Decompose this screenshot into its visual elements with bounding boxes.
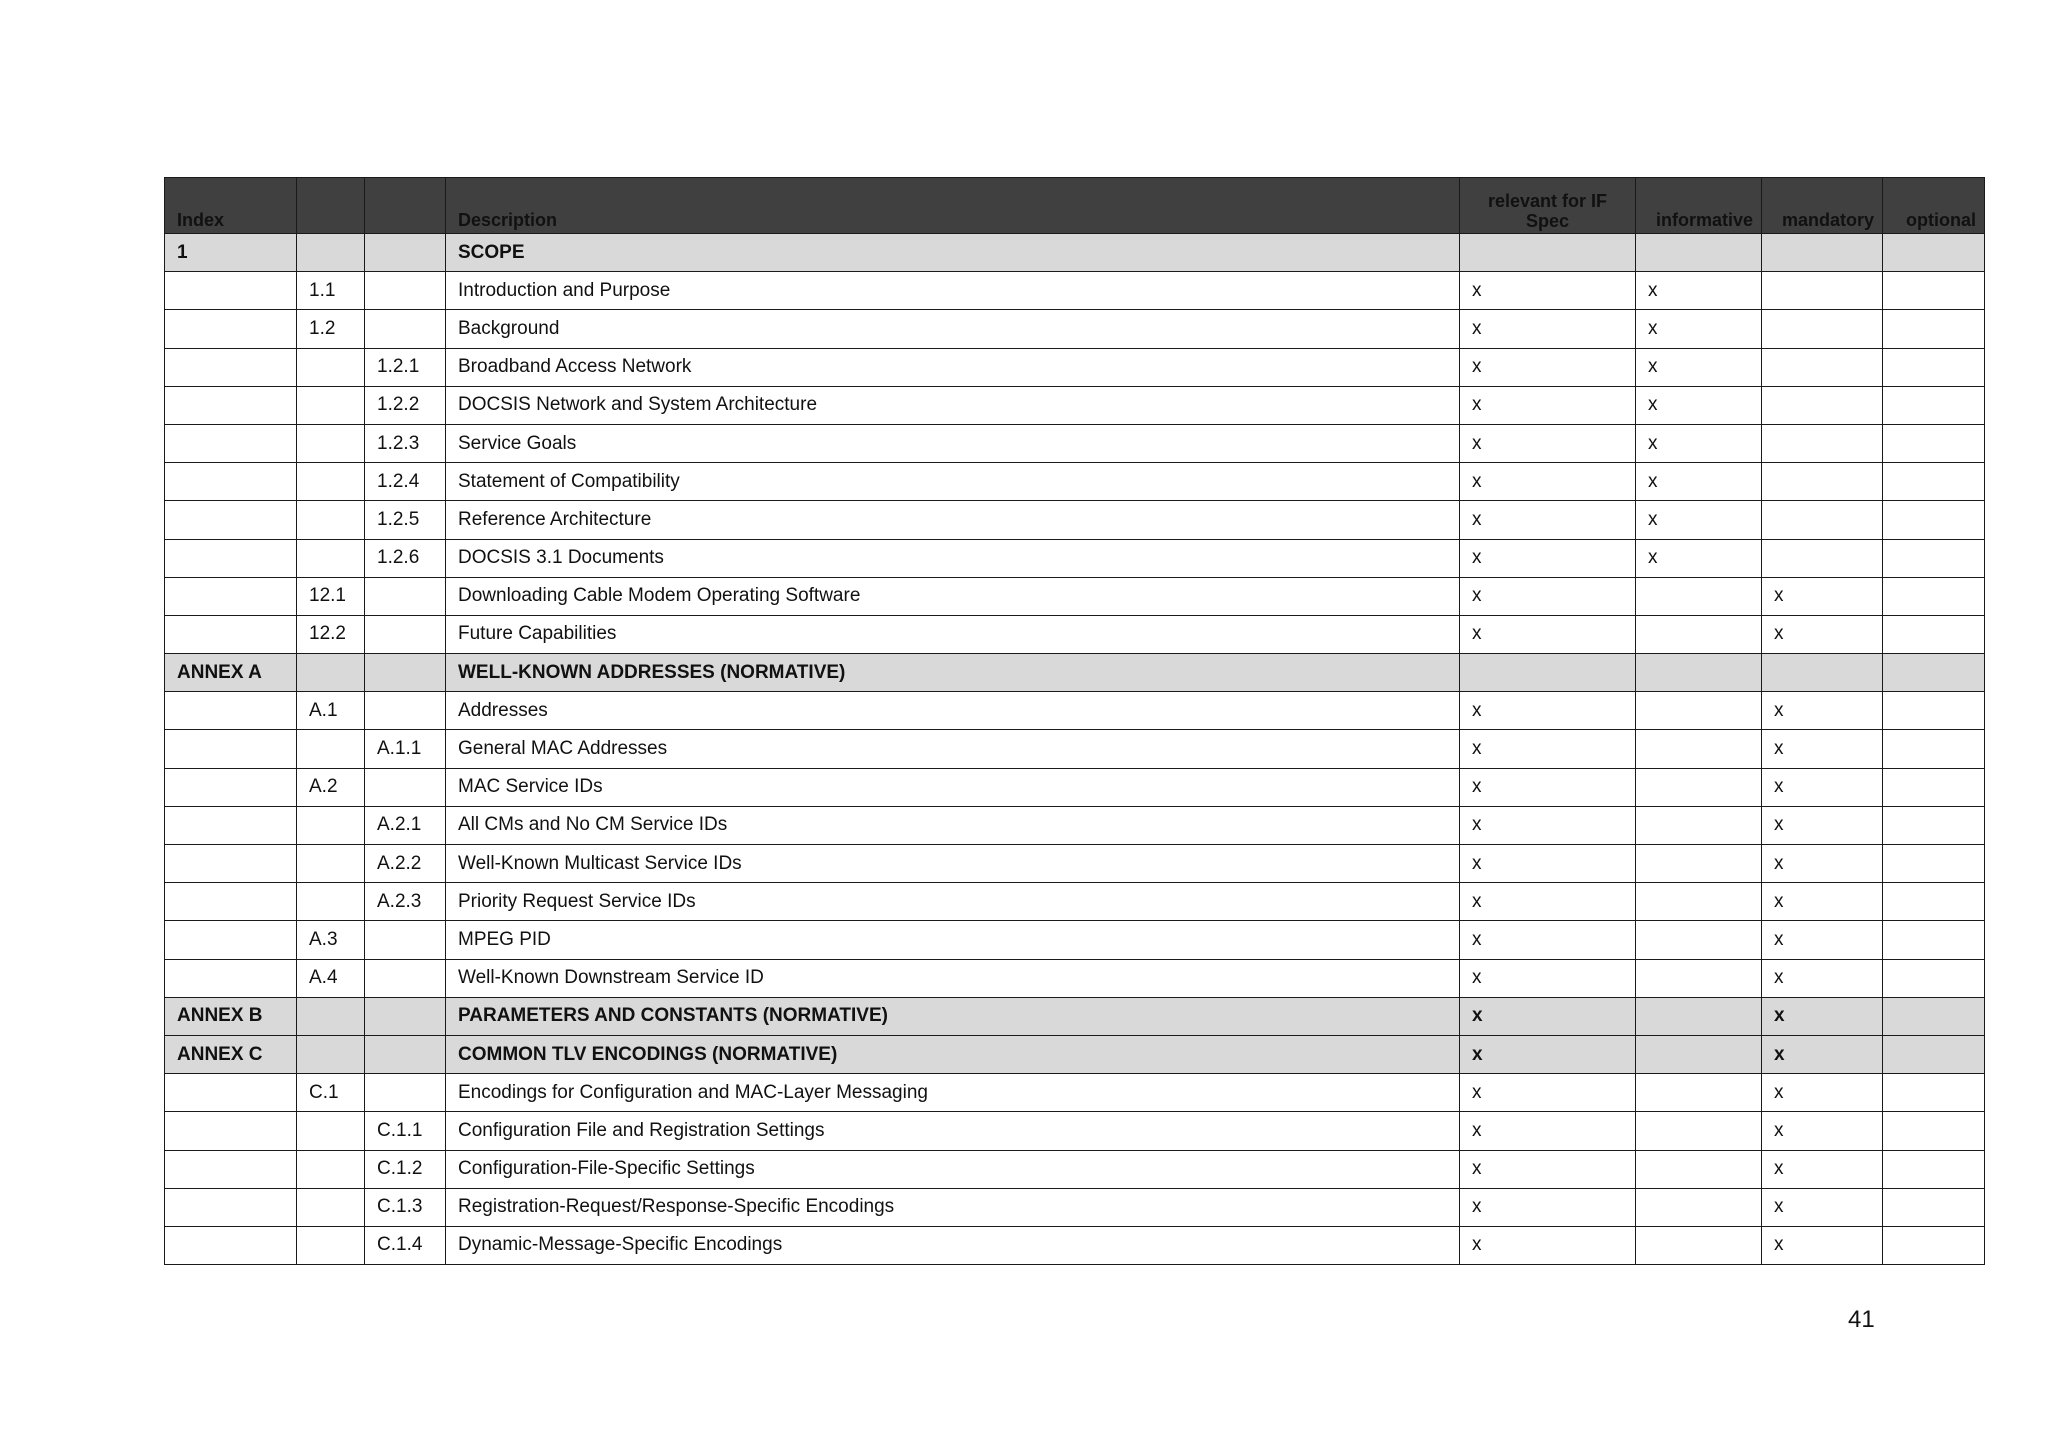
relevant-cell: x: [1460, 463, 1636, 501]
index-cell: [165, 921, 297, 959]
index-cell: [165, 883, 297, 921]
level2-cell: [297, 539, 365, 577]
table-row: [165, 959, 1985, 997]
informative-cell: [1636, 1112, 1762, 1150]
index-cell: [165, 310, 297, 348]
section-row: [165, 654, 1985, 692]
level3-cell: 1.2.6: [365, 539, 446, 577]
informative-cell: [1636, 615, 1762, 653]
level2-cell: [297, 1112, 365, 1150]
informative-cell: [1636, 959, 1762, 997]
index-cell: [165, 348, 297, 386]
optional-cell: [1883, 272, 1985, 310]
table-row: [165, 424, 1985, 462]
level3-cell: [365, 272, 446, 310]
description-cell: Service Goals: [446, 424, 1460, 462]
informative-cell: x: [1636, 310, 1762, 348]
description-cell: MPEG PID: [446, 921, 1460, 959]
level3-cell: A.1.1: [365, 730, 446, 768]
mandatory-cell: x: [1762, 845, 1883, 883]
relevant-cell: x: [1460, 272, 1636, 310]
relevant-cell: x: [1460, 1226, 1636, 1264]
table-row: [165, 501, 1985, 539]
relevant-cell: x: [1460, 1112, 1636, 1150]
table-body: [165, 234, 1985, 1265]
relevant-cell: x: [1460, 806, 1636, 844]
level2-cell: [297, 806, 365, 844]
mandatory-cell: x: [1762, 1074, 1883, 1112]
index-cell: [165, 501, 297, 539]
description-cell: Introduction and Purpose: [446, 272, 1460, 310]
mandatory-cell: [1762, 386, 1883, 424]
informative-cell: x: [1636, 272, 1762, 310]
mandatory-cell: x: [1762, 1188, 1883, 1226]
relevant-cell: x: [1460, 577, 1636, 615]
section-row: [165, 234, 1985, 272]
mandatory-cell: x: [1762, 768, 1883, 806]
level3-cell: C.1.4: [365, 1226, 446, 1264]
description-cell: Reference Architecture: [446, 501, 1460, 539]
mandatory-cell: x: [1762, 1150, 1883, 1188]
description-cell: All CMs and No CM Service IDs: [446, 806, 1460, 844]
relevant-cell: x: [1460, 1074, 1636, 1112]
level3-cell: C.1.2: [365, 1150, 446, 1188]
informative-cell: [1636, 1188, 1762, 1226]
level3-cell: 1.2.2: [365, 386, 446, 424]
description-cell: Encodings for Configuration and MAC-Layer Messaging: [446, 1074, 1460, 1112]
level2-cell: [297, 883, 365, 921]
relevant-cell: x: [1460, 348, 1636, 386]
optional-cell: [1883, 1188, 1985, 1226]
level3-cell: 1.2.4: [365, 463, 446, 501]
optional-cell: [1883, 1074, 1985, 1112]
table-row: [165, 310, 1985, 348]
informative-cell: [1636, 654, 1762, 692]
mandatory-cell: x: [1762, 1112, 1883, 1150]
informative-cell: [1636, 692, 1762, 730]
level2-cell: [297, 424, 365, 462]
table-row: [165, 539, 1985, 577]
description-cell: PARAMETERS AND CONSTANTS (NORMATIVE): [446, 997, 1460, 1035]
level2-cell: [297, 501, 365, 539]
section-row: [165, 997, 1985, 1035]
description-cell: WELL-KNOWN ADDRESSES (NORMATIVE): [446, 654, 1460, 692]
informative-cell: [1636, 997, 1762, 1035]
informative-cell: x: [1636, 386, 1762, 424]
level2-cell: [297, 1035, 365, 1073]
table-row: [165, 730, 1985, 768]
optional-cell: [1883, 463, 1985, 501]
description-cell: DOCSIS 3.1 Documents: [446, 539, 1460, 577]
description-cell: COMMON TLV ENCODINGS (NORMATIVE): [446, 1035, 1460, 1073]
mandatory-cell: x: [1762, 1035, 1883, 1073]
level3-cell: [365, 921, 446, 959]
level2-cell: C.1: [297, 1074, 365, 1112]
informative-cell: x: [1636, 539, 1762, 577]
mandatory-cell: [1762, 310, 1883, 348]
mandatory-cell: x: [1762, 921, 1883, 959]
optional-cell: [1883, 539, 1985, 577]
informative-cell: [1636, 845, 1762, 883]
mandatory-cell: [1762, 463, 1883, 501]
description-cell: Configuration-File-Specific Settings: [446, 1150, 1460, 1188]
optional-cell: [1883, 348, 1985, 386]
header-level3: [365, 178, 446, 234]
table-row: [165, 615, 1985, 653]
index-cell: [165, 1112, 297, 1150]
relevant-cell: x: [1460, 768, 1636, 806]
optional-cell: [1883, 806, 1985, 844]
level2-cell: A.2: [297, 768, 365, 806]
table-row: [165, 1150, 1985, 1188]
table-row: [165, 845, 1985, 883]
informative-cell: [1636, 806, 1762, 844]
level2-cell: [297, 1226, 365, 1264]
table-row: [165, 692, 1985, 730]
relevant-cell: x: [1460, 424, 1636, 462]
relevant-cell: x: [1460, 692, 1636, 730]
header-relevant: relevant for IF Spec: [1460, 178, 1636, 234]
index-cell: [165, 1226, 297, 1264]
header-optional: optional: [1883, 178, 1985, 234]
level2-cell: 1.2: [297, 310, 365, 348]
description-cell: Downloading Cable Modem Operating Software: [446, 577, 1460, 615]
mandatory-cell: [1762, 654, 1883, 692]
level2-cell: 1.1: [297, 272, 365, 310]
level3-cell: [365, 234, 446, 272]
relevant-cell: x: [1460, 1035, 1636, 1073]
description-cell: Well-Known Downstream Service ID: [446, 959, 1460, 997]
informative-cell: x: [1636, 348, 1762, 386]
mandatory-cell: [1762, 234, 1883, 272]
relevant-cell: x: [1460, 501, 1636, 539]
table-row: [165, 348, 1985, 386]
description-cell: SCOPE: [446, 234, 1460, 272]
mandatory-cell: x: [1762, 959, 1883, 997]
table-row: [165, 1226, 1985, 1264]
index-cell: [165, 845, 297, 883]
informative-cell: [1636, 768, 1762, 806]
level3-cell: [365, 768, 446, 806]
level3-cell: A.2.3: [365, 883, 446, 921]
level3-cell: A.2.2: [365, 845, 446, 883]
optional-cell: [1883, 921, 1985, 959]
description-cell: Dynamic-Message-Specific Encodings: [446, 1226, 1460, 1264]
optional-cell: [1883, 501, 1985, 539]
description-cell: Well-Known Multicast Service IDs: [446, 845, 1460, 883]
level2-cell: [297, 1150, 365, 1188]
optional-cell: [1883, 883, 1985, 921]
optional-cell: [1883, 1035, 1985, 1073]
index-cell: [165, 1150, 297, 1188]
header-index: Index: [165, 178, 297, 234]
level3-cell: [365, 310, 446, 348]
level3-cell: [365, 692, 446, 730]
level3-cell: [365, 1074, 446, 1112]
index-cell: [165, 386, 297, 424]
requirements-table: [164, 177, 1985, 1265]
description-cell: Addresses: [446, 692, 1460, 730]
level2-cell: [297, 348, 365, 386]
optional-cell: [1883, 1226, 1985, 1264]
informative-cell: x: [1636, 501, 1762, 539]
index-cell: [165, 1074, 297, 1112]
relevant-cell: [1460, 654, 1636, 692]
description-cell: Configuration File and Registration Settings: [446, 1112, 1460, 1150]
mandatory-cell: [1762, 348, 1883, 386]
level3-cell: 1.2.5: [365, 501, 446, 539]
mandatory-cell: [1762, 424, 1883, 462]
section-row: [165, 1035, 1985, 1073]
description-cell: DOCSIS Network and System Architecture: [446, 386, 1460, 424]
optional-cell: [1883, 424, 1985, 462]
optional-cell: [1883, 386, 1985, 424]
mandatory-cell: x: [1762, 615, 1883, 653]
mandatory-cell: x: [1762, 692, 1883, 730]
optional-cell: [1883, 654, 1985, 692]
optional-cell: [1883, 310, 1985, 348]
table-row: [165, 272, 1985, 310]
mandatory-cell: [1762, 501, 1883, 539]
table-row: [165, 1074, 1985, 1112]
relevant-cell: x: [1460, 1150, 1636, 1188]
description-cell: Broadband Access Network: [446, 348, 1460, 386]
relevant-cell: [1460, 234, 1636, 272]
level2-cell: [297, 234, 365, 272]
index-cell: ANNEX B: [165, 997, 297, 1035]
optional-cell: [1883, 234, 1985, 272]
informative-cell: [1636, 730, 1762, 768]
index-cell: [165, 615, 297, 653]
mandatory-cell: x: [1762, 883, 1883, 921]
level3-cell: A.2.1: [365, 806, 446, 844]
mandatory-cell: x: [1762, 1226, 1883, 1264]
header-level2: [297, 178, 365, 234]
mandatory-cell: [1762, 539, 1883, 577]
description-cell: Future Capabilities: [446, 615, 1460, 653]
table-row: [165, 1112, 1985, 1150]
relevant-cell: x: [1460, 845, 1636, 883]
index-cell: [165, 730, 297, 768]
table-row: [165, 463, 1985, 501]
optional-cell: [1883, 1112, 1985, 1150]
informative-cell: [1636, 1150, 1762, 1188]
index-cell: [165, 806, 297, 844]
index-cell: [165, 424, 297, 462]
mandatory-cell: x: [1762, 577, 1883, 615]
table-header-row: [165, 178, 1985, 234]
relevant-cell: x: [1460, 959, 1636, 997]
informative-cell: [1636, 234, 1762, 272]
level2-cell: [297, 845, 365, 883]
level3-cell: [365, 959, 446, 997]
informative-cell: [1636, 577, 1762, 615]
optional-cell: [1883, 959, 1985, 997]
index-cell: [165, 272, 297, 310]
level2-cell: [297, 463, 365, 501]
optional-cell: [1883, 768, 1985, 806]
level2-cell: A.4: [297, 959, 365, 997]
level2-cell: [297, 386, 365, 424]
relevant-cell: x: [1460, 730, 1636, 768]
relevant-cell: x: [1460, 615, 1636, 653]
level2-cell: A.1: [297, 692, 365, 730]
informative-cell: [1636, 921, 1762, 959]
table-row: [165, 921, 1985, 959]
level3-cell: [365, 615, 446, 653]
informative-cell: [1636, 883, 1762, 921]
informative-cell: [1636, 1035, 1762, 1073]
optional-cell: [1883, 692, 1985, 730]
index-cell: [165, 959, 297, 997]
description-cell: MAC Service IDs: [446, 768, 1460, 806]
relevant-cell: x: [1460, 883, 1636, 921]
level3-cell: [365, 997, 446, 1035]
mandatory-cell: x: [1762, 806, 1883, 844]
informative-cell: [1636, 1074, 1762, 1112]
informative-cell: x: [1636, 463, 1762, 501]
level3-cell: [365, 654, 446, 692]
table-row: [165, 883, 1985, 921]
level2-cell: [297, 730, 365, 768]
index-cell: ANNEX C: [165, 1035, 297, 1073]
level3-cell: 1.2.3: [365, 424, 446, 462]
level3-cell: 1.2.1: [365, 348, 446, 386]
index-cell: ANNEX A: [165, 654, 297, 692]
index-cell: [165, 577, 297, 615]
relevant-cell: x: [1460, 997, 1636, 1035]
description-cell: Statement of Compatibility: [446, 463, 1460, 501]
table-row: [165, 768, 1985, 806]
level3-cell: [365, 577, 446, 615]
index-cell: [165, 539, 297, 577]
informative-cell: [1636, 1226, 1762, 1264]
level2-cell: [297, 654, 365, 692]
relevant-cell: x: [1460, 310, 1636, 348]
relevant-cell: x: [1460, 539, 1636, 577]
level3-cell: [365, 1035, 446, 1073]
level2-cell: [297, 997, 365, 1035]
index-cell: [165, 692, 297, 730]
table-row: [165, 577, 1985, 615]
informative-cell: x: [1636, 424, 1762, 462]
table-row: [165, 806, 1985, 844]
description-cell: Background: [446, 310, 1460, 348]
optional-cell: [1883, 730, 1985, 768]
index-cell: [165, 768, 297, 806]
table-row: [165, 386, 1985, 424]
index-cell: 1: [165, 234, 297, 272]
level3-cell: C.1.1: [365, 1112, 446, 1150]
mandatory-cell: x: [1762, 730, 1883, 768]
header-mandatory: mandatory: [1762, 178, 1883, 234]
description-cell: Registration-Request/Response-Specific Encodings: [446, 1188, 1460, 1226]
optional-cell: [1883, 615, 1985, 653]
description-cell: Priority Request Service IDs: [446, 883, 1460, 921]
description-cell: General MAC Addresses: [446, 730, 1460, 768]
level2-cell: 12.1: [297, 577, 365, 615]
page-number: 41: [1848, 1306, 1875, 1333]
level2-cell: [297, 1188, 365, 1226]
relevant-cell: x: [1460, 1188, 1636, 1226]
index-cell: [165, 1188, 297, 1226]
relevant-cell: x: [1460, 921, 1636, 959]
level3-cell: C.1.3: [365, 1188, 446, 1226]
level2-cell: 12.2: [297, 615, 365, 653]
table-row: [165, 1188, 1985, 1226]
level2-cell: A.3: [297, 921, 365, 959]
mandatory-cell: [1762, 272, 1883, 310]
optional-cell: [1883, 845, 1985, 883]
header-description: Description: [446, 178, 1460, 234]
mandatory-cell: x: [1762, 997, 1883, 1035]
index-cell: [165, 463, 297, 501]
optional-cell: [1883, 997, 1985, 1035]
optional-cell: [1883, 577, 1985, 615]
relevant-cell: x: [1460, 386, 1636, 424]
optional-cell: [1883, 1150, 1985, 1188]
header-informative: informative: [1636, 178, 1762, 234]
